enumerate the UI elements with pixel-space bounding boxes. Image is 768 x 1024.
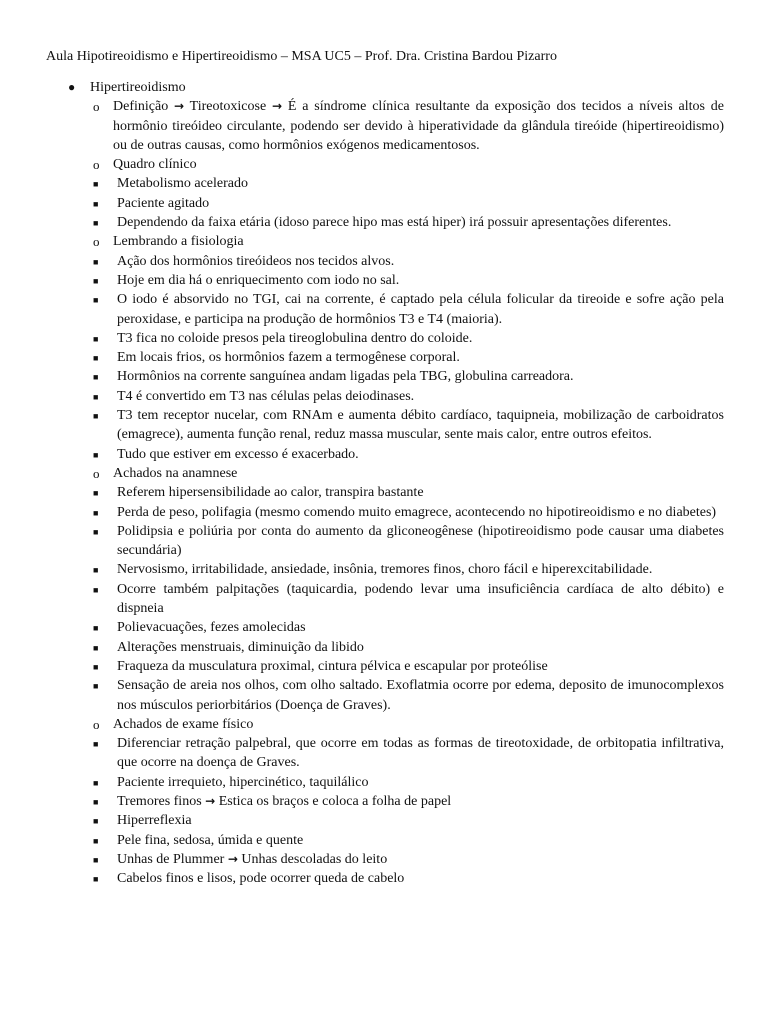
exame-label: Achados de exame físico [113,716,254,732]
bullet-square-icon: ■ [93,333,99,344]
fisiologia-heading [93,232,724,251]
list-item: ■ Hiperreflexia [93,811,724,830]
fisiologia-list [93,252,724,464]
bullet-square-icon: ■ [93,275,99,286]
list-item: ■ Ação dos hormônios tireóideos nos tecidos alvos. [93,252,724,271]
list-item: ■ Polidipsia e poliúria por conta do aumento da gliconeogênese (hipotireoidismo pode causar uma diabetes secundária) [93,523,724,559]
list-item: ■ Ocorre também palpitações (taquicardia, podendo levar uma insuficiência cardíaca de alto débito) e dispneia [93,581,724,617]
exame-heading [93,715,724,734]
list-item: ■ Hormônios na corrente sanguínea andam ligadas pela TBG, globulina carreadora. [93,367,724,386]
quadro-list [93,174,724,232]
bullet-square-icon: ■ [93,739,99,750]
outline-level-2 [93,97,724,888]
quadro-heading [93,155,724,174]
list-item: ■ Metabolismo acelerado [93,174,724,193]
definicao-label: Definição [113,99,169,115]
document-title: Aula Hipotireoidismo e Hipertireoidismo – MSA UC5 – Prof. Dra. Cristina Bardou Pizarro [46,49,557,64]
bullet-square-icon: ■ [93,816,99,827]
bullet-square-icon: ■ [93,507,99,518]
list-item: ■ Fraqueza da musculatura proximal, cintura pélvica e escapular por proteólise [93,657,724,676]
list-item: ■ Paciente irrequieto, hipercinético, taquilálico [93,773,724,792]
bullet-square-icon: ■ [93,835,99,846]
bullet-circle-icon: o [93,716,100,732]
bullet-square-icon: ■ [93,874,99,885]
bullet-circle-icon: o [93,465,100,481]
bullet-square-icon: ■ [93,391,99,402]
arrow-right-icon: → [205,793,216,808]
bullet-square-icon: ■ [93,218,99,229]
bullet-circle-icon: o [93,234,100,250]
list-item: ■ Tremores finos → Estica os braços e coloca a folha de papel [93,792,724,811]
list-item: ■ Dependendo da faixa etária (idoso parece hipo mas está hiper) irá possuir apresentações diferentes. [93,213,724,232]
bullet-square-icon: ■ [93,642,99,653]
bullet-square-icon: ■ [93,295,99,306]
fisiologia-label: Lembrando a fisiologia [113,234,244,250]
bullet-circle-icon: o [93,99,100,115]
bullet-disc-icon: ● [68,80,76,94]
list-item: ■ Sensação de areia nos olhos, com olho saltado. Exoflatmia ocorre por edema, deposito de imunocomplexos nos músculos periorbitários (Doença de Graves). [93,678,724,713]
anamnese-list [93,483,724,715]
bullet-square-icon: ■ [93,179,99,190]
bullet-square-icon: ■ [93,777,99,788]
arrow-right-icon: → [174,99,185,114]
bullet-square-icon: ■ [93,584,99,595]
arrow-right-icon: → [271,99,283,114]
list-item: ■ T3 fica no coloide presos pela tireoglobulina dentro do coloide. [93,329,724,348]
list-item: ■ O iodo é absorvido no TGI, cai na corrente, é captado pela célula folicular da tireoide e sofre ação pela peroxidase, e participa na produção de hormônios T3 e T4 (maioria). [93,292,724,327]
definicao-term: Tireotoxicose [189,99,267,115]
list-item: ■ Pele fina, sedosa, úmida e quente [93,831,724,850]
bullet-square-icon: ■ [93,854,99,865]
list-item: ■ Em locais frios, os hormônios fazem a termogênese corporal. [93,348,724,367]
list-item: ■ Cabelos finos e lisos, pode ocorrer queda de cabelo [93,869,724,888]
outline-level-1 [68,78,724,888]
anamnese-label: Achados na anamnese [113,465,238,481]
quadro-label: Quadro clínico [113,157,197,173]
definicao-body: É a síndrome clínica resultante da exposição dos tecidos a níveis altos de hormônio tireóideo circulante, podendo ser devido à hiperatividade da glândula tireóide (hipertireoidismo) ou de outras causas, como hormônios exógenos medicamentosos. [113,99,724,153]
bullet-square-icon: ■ [93,565,99,576]
list-item: ■ T3 tem receptor nucelar, com RNAm e aumenta débito cardíaco, taquipneia, mobilização de carboidratos (emagrece), aumenta função renal, reduz massa muscular, sente mais calor, entre outros efeitos. [93,408,724,443]
arrow-right-icon: → [227,851,238,866]
list-item: ■ Tudo que estiver em excesso é exacerbado. [93,445,724,464]
bullet-square-icon: ■ [93,526,99,537]
list-item: ■ Alterações menstruais, diminuição da libido [93,638,724,657]
list-item: ■ Paciente agitado [93,194,724,213]
bullet-square-icon: ■ [93,449,99,460]
section-heading-row [68,78,724,97]
list-item: ■ T4 é convertido em T3 nas células pelas deiodinases. [93,387,724,406]
list-item: ■ Polievacuações, fezes amolecidas [93,618,724,637]
bullet-square-icon: ■ [93,623,99,634]
section-heading: Hipertireoidismo [90,80,186,95]
list-item: ■ Unhas de Plummer → Unhas descoladas do leito [93,850,724,869]
bullet-square-icon: ■ [93,796,99,807]
bullet-square-icon: ■ [93,353,99,364]
bullet-square-icon: ■ [93,681,99,692]
list-item: ■ Diferenciar retração palpebral, que ocorre em todas as formas de tireotoxidade, de orbitopatia infiltrativa, que ocorre na doença de Graves. [93,736,724,771]
definicao-block [93,97,724,155]
bullet-square-icon: ■ [93,411,99,422]
bullet-square-icon: ■ [93,661,99,672]
anamnese-heading [93,464,724,483]
list-item: ■ Perda de peso, polifagia (mesmo comendo muito emagrece, acontecendo no hipotireoidismo e no diabetes) [93,503,724,522]
bullet-square-icon: ■ [93,488,99,499]
definicao-text [113,97,724,155]
bullet-square-icon: ■ [93,372,99,383]
bullet-square-icon: ■ [93,198,99,209]
bullet-circle-icon: o [93,157,100,173]
bullet-square-icon: ■ [93,256,99,267]
list-item: ■ Hoje em dia há o enriquecimento com iodo no sal. [93,271,724,290]
list-item: ■ Nervosismo, irritabilidade, ansiedade, insônia, tremores finos, choro fácil e hiperexcitabilidade. [93,560,724,579]
exame-list [93,734,724,888]
list-item: ■ Referem hipersensibilidade ao calor, transpira bastante [93,483,724,502]
